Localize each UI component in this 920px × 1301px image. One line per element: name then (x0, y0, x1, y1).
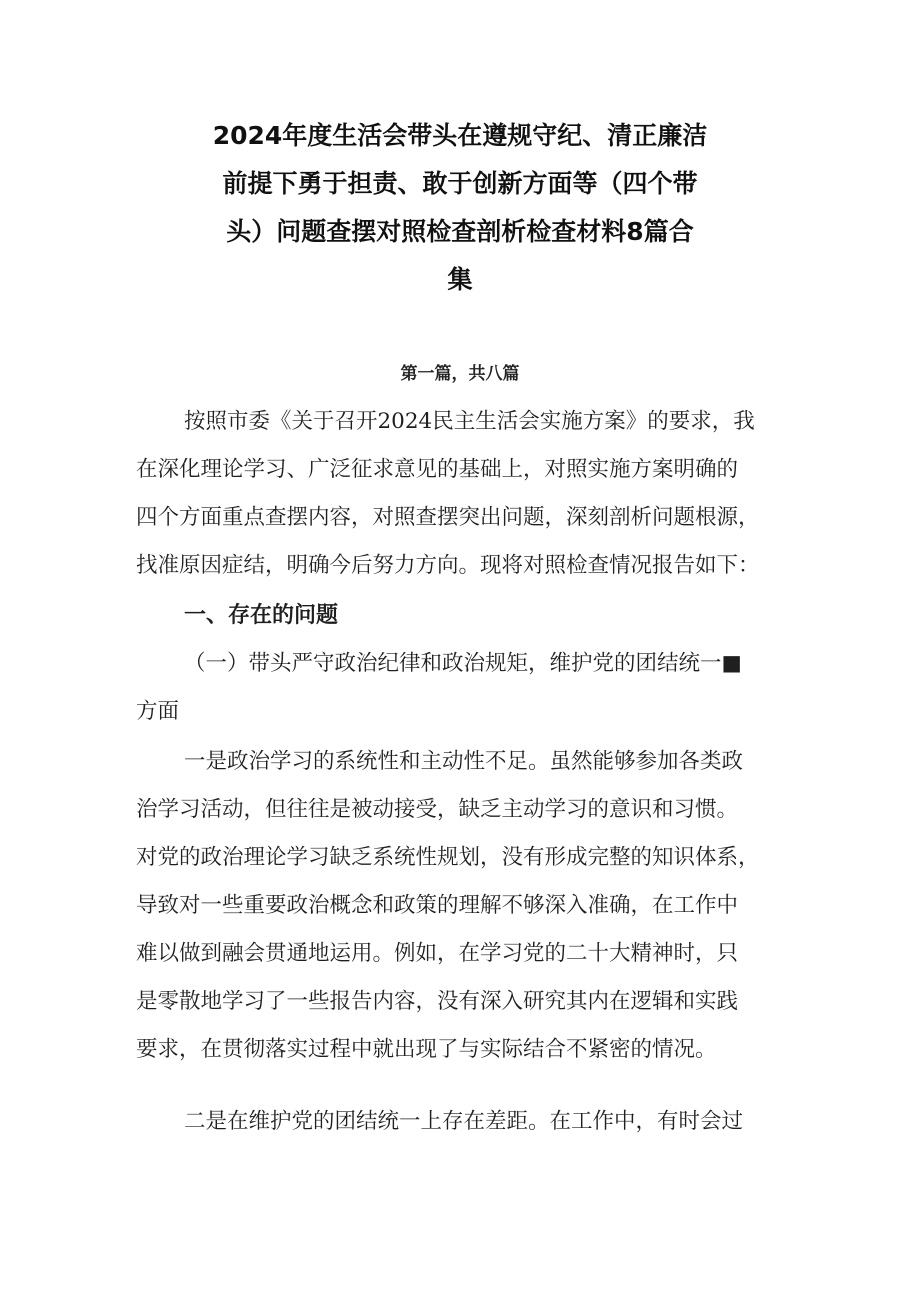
title-line: 2024年度生活会带头在遵规守纪、清正廉洁 (212, 121, 708, 150)
intro-line: 找准原因症结，明确今后努力方向。现将对照检查情况报告如下： (136, 553, 760, 578)
intro-line: 按照市委《关于召开2024民主生活会实施方案》的要求，我 (184, 409, 755, 434)
title-line: 头）问题查摆对照检查剖析检查材料8篇合 (226, 217, 694, 246)
section-heading: 一、存在的问题 (184, 603, 339, 628)
title-line: 集 (447, 265, 473, 294)
paragraph-line: 难以做到融会贯通地运用。例如，在学习党的二十大精神时，只 (136, 941, 739, 966)
paragraph-line: 是零散地学习了一些报告内容，没有深入研究其内在逻辑和实践 (136, 989, 739, 1014)
paragraph-line: 要求，在贯彻落实过程中就出现了与实际结合不紧密的情况。 (136, 1037, 717, 1062)
document-subtitle: 第一篇，共八篇 (400, 364, 520, 384)
paragraph-line: 二是在维护党的团结统一上存在差距。在工作中，有时会过 (184, 1109, 744, 1134)
document-title (200, 112, 720, 304)
subsection-line: （一）带头严守政治纪律和政治规矩，维护党的团结统一■ (184, 651, 742, 676)
subsection-line: 方面 (136, 699, 180, 724)
title-line: 前提下勇于担责、敢于创新方面等（四个带 (222, 169, 698, 198)
paragraph-line: 治学习活动，但往往是被动接受，缺乏主动学习的意识和习惯。 (136, 797, 739, 822)
intro-line: 四个方面重点查摆内容，对照查摆突出问题，深刻剖析问题根源， (136, 505, 760, 530)
paragraph-line: 对党的政治理论学习缺乏系统性规划，没有形成完整的知识体系， (136, 845, 760, 870)
paragraph-line: 一是政治学习的系统性和主动性不足。虽然能够参加各类政 (184, 749, 744, 774)
paragraph-line: 导致对一些重要政治概念和政策的理解不够深入准确，在工作中 (136, 893, 739, 918)
intro-line: 在深化理论学习、广泛征求意见的基础上，对照实施方案明确的 (136, 457, 739, 482)
